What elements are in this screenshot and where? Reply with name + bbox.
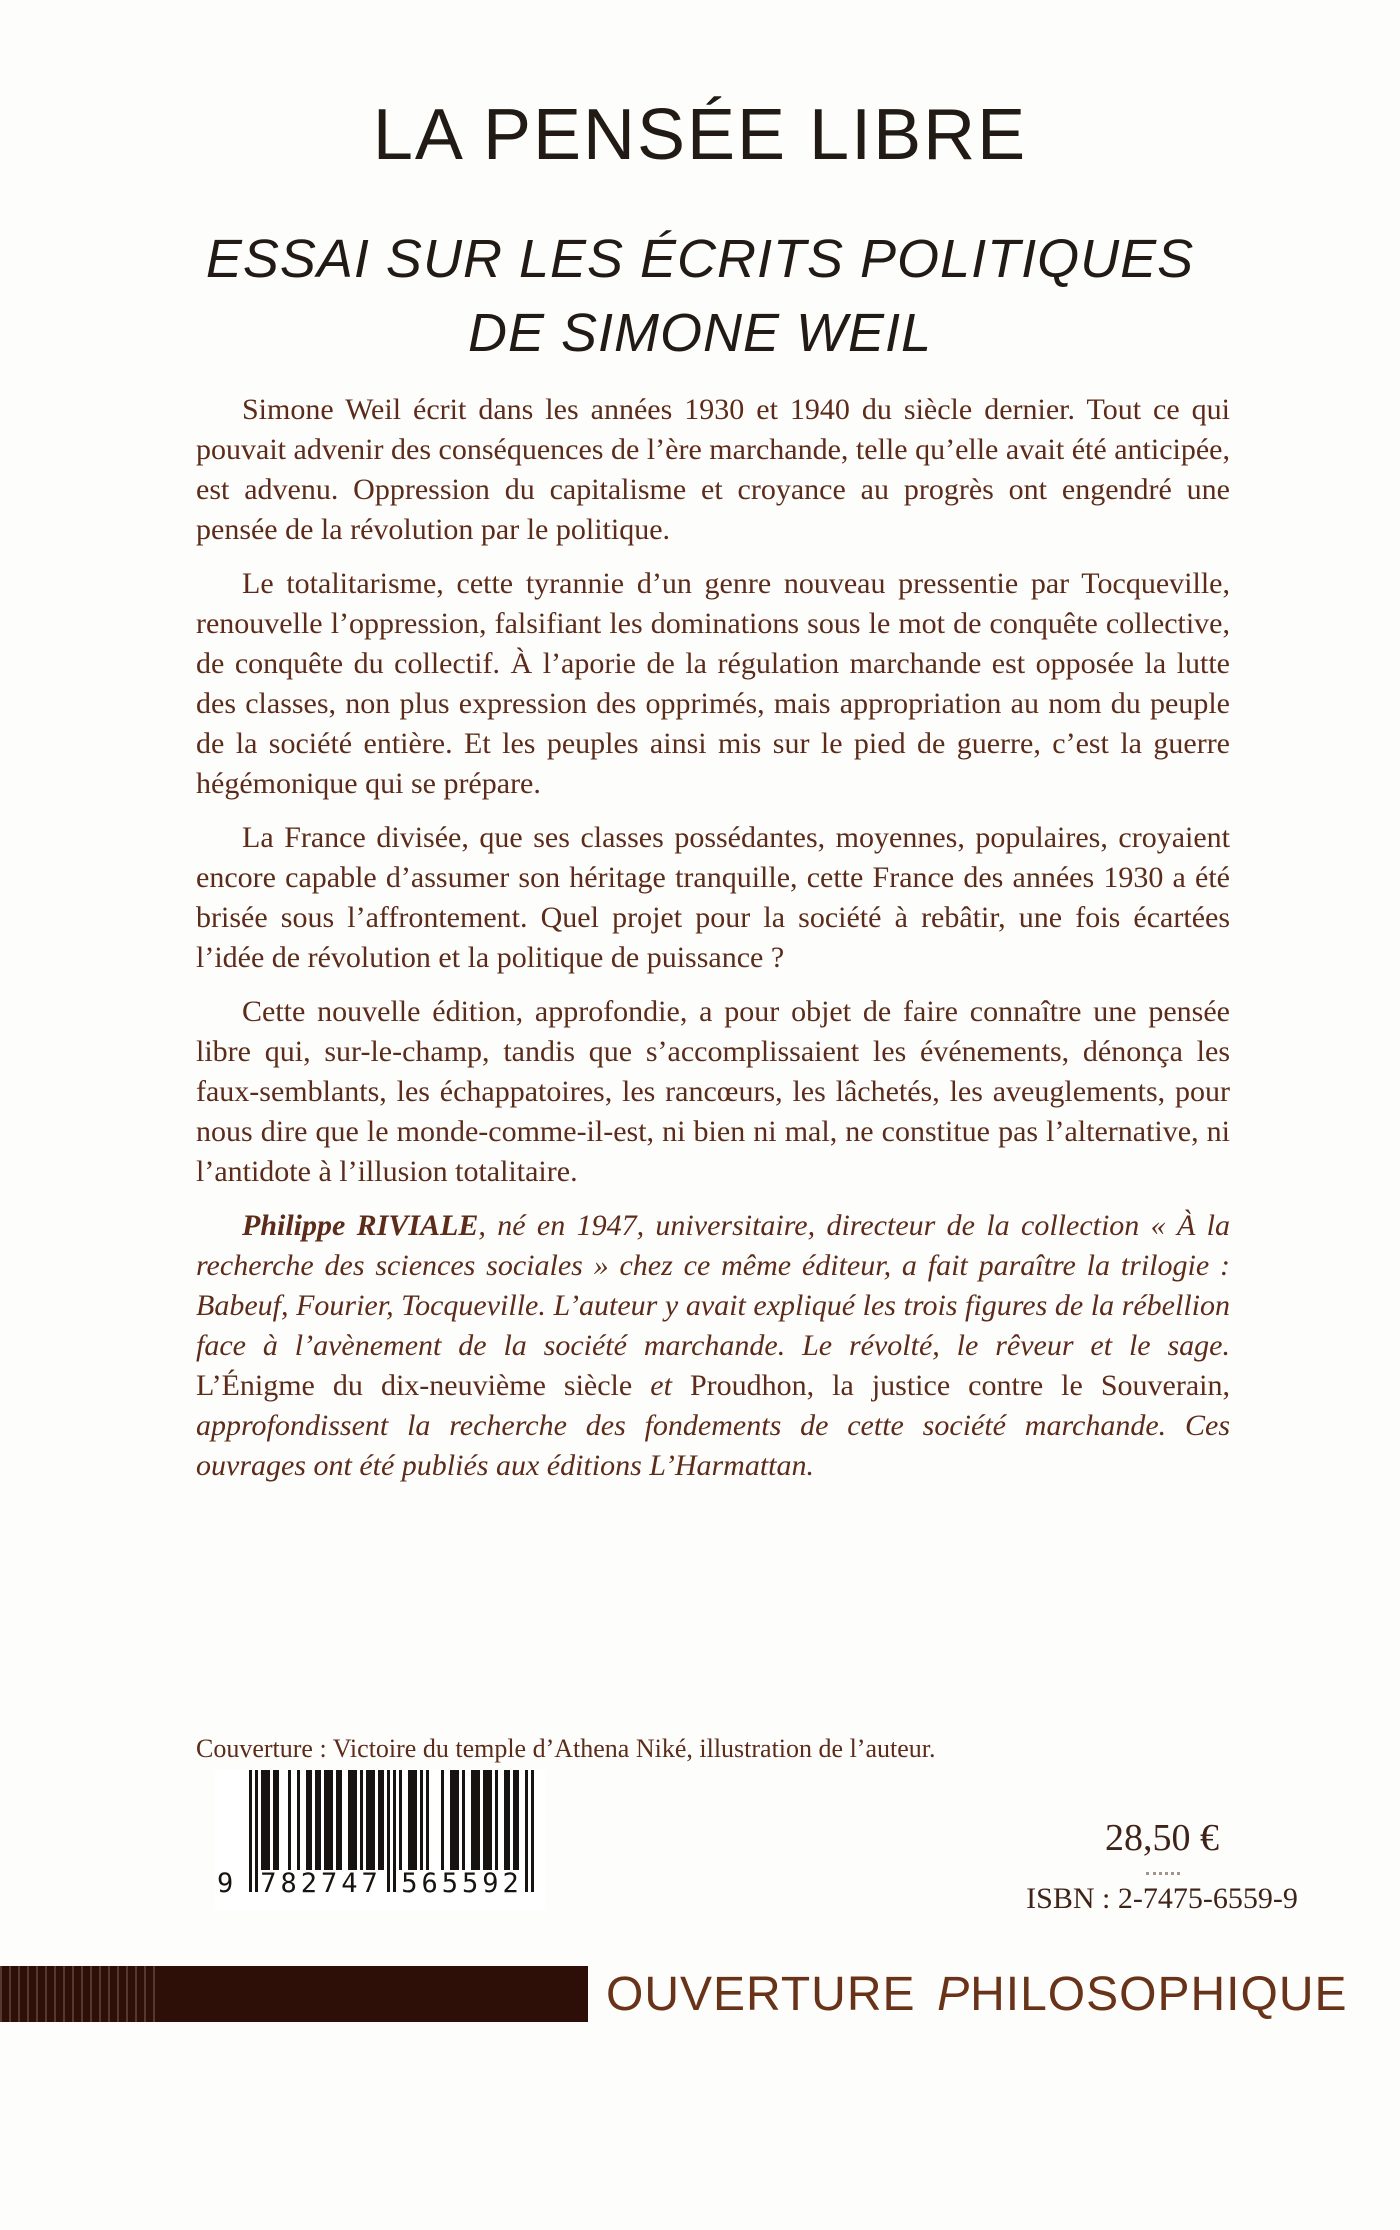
barcode	[215, 1770, 545, 1910]
subtitle-line-2: DE SIMONE WEIL	[467, 303, 933, 363]
synopsis-paragraph-1: Simone Weil écrit dans les années 1930 et 1940 du siècle dernier. Tout ce qui pouvait advenir des conséquences de l’ère marchande, telle qu’elle avait été anticipée, est advenu. Oppression du capitalisme et croyance au progrès ont engendré une pensée de la révolution par le politique.	[196, 393, 1230, 546]
bar-texture	[0, 1966, 160, 2022]
collection-word-ouverture: OUVERTURE	[606, 1967, 916, 2021]
book-mention-1: L’Énigme du dix-neuvième siècle	[196, 1369, 651, 1402]
synopsis-paragraph-3: La France divisée, que ses classes possédantes, moyennes, populaires, croyaient encore capable d’assumer son héritage tranquille, cette France des années 1930 a été brisée sous l’affrontement. Quel projet pour la société à rebâtir, une fois écartées l’idée de révolution et la politique de puissance ?	[196, 821, 1230, 974]
barcode-digits-right: 565592	[401, 1868, 523, 1899]
barcode-digits-left: 782747	[260, 1868, 382, 1899]
cover-credit: Couverture : Victoire du temple d’Athena Niké, illustration de l’auteur.	[196, 1734, 936, 1763]
collection-color-bar	[0, 1966, 588, 2022]
price-separator	[1146, 1872, 1180, 1875]
collection-name	[606, 1966, 1348, 2022]
author-bio	[196, 1206, 1230, 1486]
author-name: Philippe RIVIALE	[242, 1209, 479, 1242]
isbn: ISBN : 2-7475-6559-9	[1026, 1882, 1298, 1915]
book-title: LA PENSÉE LIBRE	[372, 95, 1028, 175]
bio-text: , né en 1947, universitaire, directeur de la collection « À la recherche des sciences sociales » chez ce même éditeur, a fait paraître la trilogie : Babeuf, Fourier, Tocqueville. L’auteur y avait expliqué les trois figures de la rébellion face à l’avènement de la société marchande. Le révolté, le rêveur et le sage.	[196, 1209, 1231, 1362]
bio-text: et	[650, 1369, 690, 1402]
price: 28,50 €	[1105, 1817, 1219, 1859]
subtitle-line-1: ESSAI SUR LES ÉCRITS POLITIQUES	[205, 229, 1195, 289]
synopsis-paragraph-2: Le totalitarisme, cette tyrannie d’un genre nouveau pressentie par Tocqueville, renouvelle l’oppression, falsifiant les dominations sous le mot de conquête collective, de conquête du collectif. À l’aporie de la régulation marchande est opposée la lutte des classes, non plus expression des opprimés, mais appropriation au nom du peuple de la société entière. Et les peuples ainsi mis sur le pied de guerre, c’est la guerre hégémonique qui se prépare.	[196, 567, 1230, 800]
book-subtitle	[0, 222, 1400, 370]
collection-word-hilosophique: HILOSOPHIQUE	[970, 1967, 1348, 2021]
collection-italic-p: P	[937, 1967, 971, 2021]
synopsis	[196, 390, 1230, 1486]
barcode-digit-lead: 9	[217, 1868, 234, 1899]
bio-text: approfondissent la recherche des fondements de cette société marchande. Ces ouvrages ont été publiés aux éditions L’Harmattan.	[196, 1409, 1230, 1482]
book-mention-2: Proudhon, la justice contre le Souverain,	[689, 1369, 1230, 1402]
synopsis-paragraph-4: Cette nouvelle édition, approfondie, a pour objet de faire connaître une pensée libre qui, sur-le-champ, tandis que s’accomplissaient les événements, dénonça les faux-semblants, les échappatoires, les rancœurs, les lâchetés, les aveuglements, pour nous dire que le monde-comme-il-est, ni bien ni mal, ne constitue pas l’alternative, ni l’antidote à l’illusion totalitaire.	[196, 995, 1230, 1188]
